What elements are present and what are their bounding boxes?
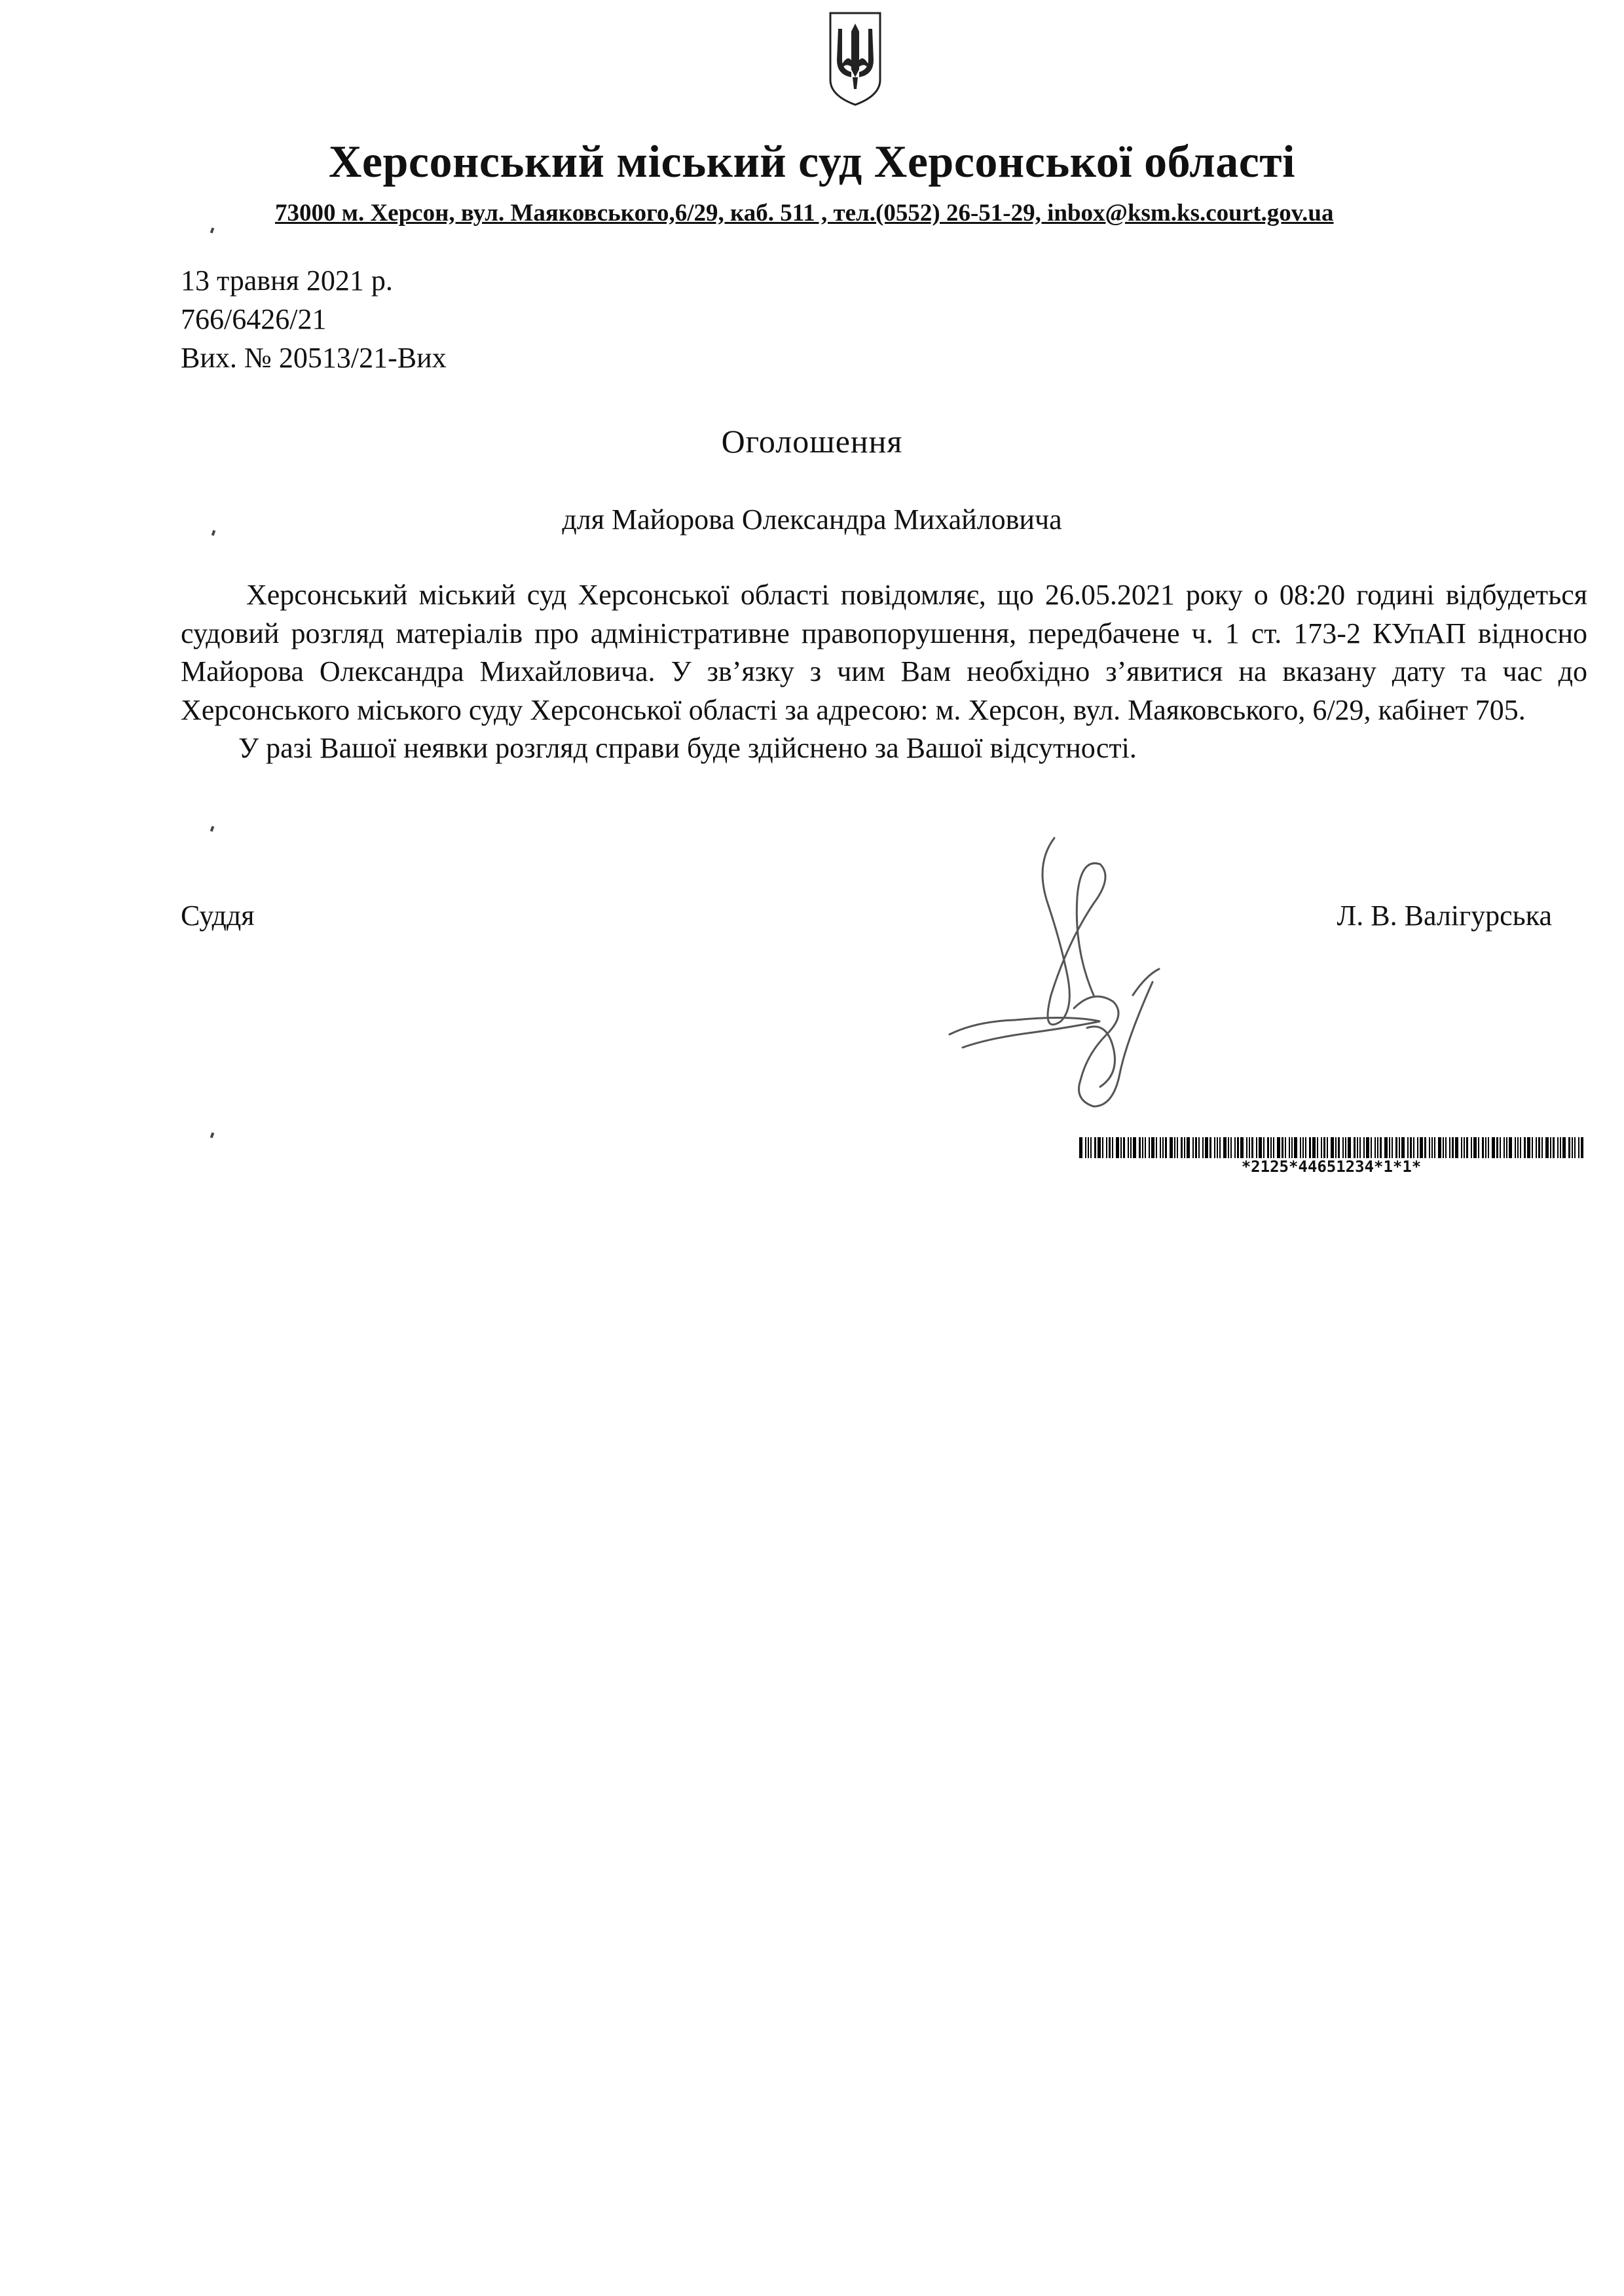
barcode-bar bbox=[1485, 1137, 1486, 1158]
barcode-bar bbox=[1205, 1137, 1208, 1158]
barcode-bar bbox=[1478, 1137, 1479, 1158]
barcode-bar bbox=[1177, 1137, 1178, 1158]
barcode-bar bbox=[1413, 1137, 1414, 1158]
barcode-bar bbox=[1342, 1137, 1344, 1158]
barcode-bar bbox=[1455, 1137, 1458, 1158]
barcode-bar bbox=[1578, 1137, 1579, 1158]
barcode-bar bbox=[1270, 1137, 1272, 1158]
barcode-bar bbox=[1259, 1137, 1262, 1158]
barcode-bar bbox=[1102, 1137, 1103, 1158]
barcode-bar bbox=[1395, 1137, 1397, 1158]
barcode-bar bbox=[1192, 1137, 1194, 1158]
barcode-bar bbox=[1331, 1137, 1334, 1158]
barcode-bar bbox=[1560, 1137, 1561, 1158]
barcode-bar bbox=[1496, 1137, 1498, 1158]
barcode-bar bbox=[1302, 1137, 1304, 1158]
barcode-bar bbox=[1263, 1137, 1264, 1158]
barcode-bar bbox=[1202, 1137, 1204, 1158]
barcode-bar bbox=[1335, 1137, 1337, 1158]
barcode-bar bbox=[1482, 1137, 1484, 1158]
barcode-bar bbox=[1380, 1137, 1382, 1158]
document-barcode bbox=[1079, 1137, 1583, 1158]
barcode-bar bbox=[1538, 1137, 1540, 1158]
barcode-bar bbox=[1471, 1137, 1472, 1158]
barcode-bar bbox=[1106, 1137, 1107, 1158]
barcode-bar bbox=[1309, 1137, 1311, 1158]
barcode-bar bbox=[1464, 1137, 1465, 1158]
barcode-bar bbox=[1557, 1137, 1559, 1158]
scan-speck bbox=[210, 826, 214, 832]
barcode-bar bbox=[1327, 1137, 1328, 1158]
case-number: 766/6426/21 bbox=[181, 303, 327, 335]
barcode-bar bbox=[1209, 1137, 1211, 1158]
barcode-bar bbox=[1461, 1137, 1462, 1158]
notice-paragraph-absence: У разі Вашої неявки розгляд справи буде здійснено за Вашої відсутності. bbox=[238, 732, 1137, 764]
barcode-bar bbox=[1532, 1137, 1533, 1158]
barcode-bar bbox=[1170, 1137, 1173, 1158]
barcode-bar bbox=[1431, 1137, 1433, 1158]
barcode-bar bbox=[1090, 1137, 1092, 1158]
barcode-bar bbox=[1466, 1137, 1468, 1158]
outgoing-number: Вих. № 20513/21-Вих bbox=[181, 342, 447, 374]
notice-addressee: для Майорова Олександра Михайловича bbox=[562, 503, 1062, 536]
barcode-bar bbox=[1527, 1137, 1530, 1158]
barcode-bar bbox=[1285, 1137, 1286, 1158]
barcode-bar bbox=[1198, 1137, 1200, 1158]
barcode-bar bbox=[1389, 1137, 1390, 1158]
barcode-bar bbox=[1300, 1137, 1301, 1158]
barcode-bar bbox=[1217, 1137, 1218, 1158]
barcode-bar bbox=[1085, 1137, 1086, 1158]
barcode-bar bbox=[1184, 1137, 1185, 1158]
barcode-bar bbox=[1345, 1137, 1346, 1158]
barcode-bar bbox=[1473, 1137, 1477, 1158]
barcode-bar bbox=[1574, 1137, 1576, 1158]
barcode-bar bbox=[1149, 1137, 1150, 1158]
barcode-bar bbox=[1305, 1137, 1306, 1158]
barcode-bar bbox=[1267, 1137, 1269, 1158]
barcode-bar bbox=[1251, 1137, 1253, 1158]
judge-title: Суддя bbox=[181, 900, 255, 932]
barcode-bar bbox=[1246, 1137, 1247, 1158]
barcode-bar bbox=[1348, 1137, 1351, 1158]
barcode-bar bbox=[1517, 1137, 1519, 1158]
barcode-bar bbox=[1223, 1137, 1227, 1158]
barcode-bar bbox=[1133, 1137, 1136, 1158]
notice-heading: Оголошення bbox=[721, 423, 903, 460]
barcode-bar bbox=[1338, 1137, 1340, 1158]
barcode-bar bbox=[1392, 1137, 1393, 1158]
barcode-bar bbox=[1230, 1137, 1232, 1158]
barcode-bar bbox=[1128, 1137, 1129, 1158]
barcode-bar bbox=[1156, 1137, 1157, 1158]
barcode-bar bbox=[1545, 1137, 1549, 1158]
barcode-bar bbox=[1568, 1137, 1570, 1158]
barcode-bar bbox=[1410, 1137, 1412, 1158]
barcode-bar bbox=[1249, 1137, 1250, 1158]
court-name-heading: Херсонський міський суд Херсонської області bbox=[328, 137, 1296, 187]
barcode-bar bbox=[1120, 1137, 1122, 1158]
barcode-bar bbox=[1282, 1137, 1283, 1158]
scan-speck bbox=[210, 228, 214, 234]
barcode-bar bbox=[1357, 1137, 1358, 1158]
barcode-bar bbox=[1291, 1137, 1293, 1158]
barcode-bar bbox=[1162, 1137, 1164, 1158]
barcode-bar bbox=[1420, 1137, 1423, 1158]
barcode-bar bbox=[1438, 1137, 1441, 1158]
barcode-bar bbox=[1572, 1137, 1573, 1158]
notice-body bbox=[181, 576, 1587, 768]
barcode-bar bbox=[1504, 1137, 1505, 1158]
scan-speck bbox=[210, 1133, 214, 1139]
barcode-bar bbox=[1366, 1137, 1369, 1158]
barcode-bar bbox=[1359, 1137, 1361, 1158]
barcode-bar bbox=[1492, 1137, 1495, 1158]
barcode-bar bbox=[1424, 1137, 1426, 1158]
barcode-bar bbox=[1317, 1137, 1318, 1158]
barcode-bar bbox=[1228, 1137, 1229, 1158]
barcode-bar bbox=[1323, 1137, 1325, 1158]
barcode-bar bbox=[1174, 1137, 1175, 1158]
barcode-bar bbox=[1377, 1137, 1378, 1158]
barcode-bar bbox=[1273, 1137, 1274, 1158]
barcode-bar bbox=[1195, 1137, 1197, 1158]
barcode-bar bbox=[1449, 1137, 1450, 1158]
barcode-bar bbox=[1541, 1137, 1543, 1158]
barcode-bar bbox=[1234, 1137, 1236, 1158]
barcode-bar bbox=[1294, 1137, 1297, 1158]
barcode-bar bbox=[1509, 1137, 1512, 1158]
barcode-bar bbox=[1289, 1137, 1290, 1158]
barcode-bar bbox=[1452, 1137, 1454, 1158]
barcode-bar bbox=[1142, 1137, 1143, 1158]
barcode-bar bbox=[1098, 1137, 1101, 1158]
barcode-bar bbox=[1434, 1137, 1435, 1158]
barcode-bar bbox=[1581, 1137, 1583, 1158]
document-date: 13 травня 2021 р. bbox=[181, 264, 393, 297]
barcode-bar bbox=[1112, 1137, 1113, 1158]
barcode-bar bbox=[1088, 1137, 1089, 1158]
barcode-bar bbox=[1445, 1137, 1447, 1158]
barcode-bar bbox=[1506, 1137, 1507, 1158]
barcode-bar bbox=[1094, 1137, 1096, 1158]
barcode-bar bbox=[1562, 1137, 1566, 1158]
barcode-bar bbox=[1488, 1137, 1489, 1158]
barcode-bar bbox=[1079, 1137, 1082, 1158]
barcode-bar bbox=[1500, 1137, 1501, 1158]
barcode-bar bbox=[1237, 1137, 1239, 1158]
barcode-bar bbox=[1371, 1137, 1372, 1158]
barcode-bar bbox=[1214, 1137, 1215, 1158]
barcode-bar bbox=[1145, 1137, 1146, 1158]
barcode-bar bbox=[1429, 1137, 1430, 1158]
barcode-bar bbox=[1256, 1137, 1257, 1158]
barcode-bar bbox=[1407, 1137, 1409, 1158]
court-address-line: 73000 м. Херсон, вул. Маяковського,6/29, каб. 511 , тел.(0552) 26-51-29, inbox@ksm.ks.court.gov.ua bbox=[275, 200, 1334, 227]
barcode-bar bbox=[1151, 1137, 1154, 1158]
barcode-bar bbox=[1130, 1137, 1132, 1158]
barcode-bar bbox=[1219, 1137, 1221, 1158]
barcode-bar bbox=[1123, 1137, 1125, 1158]
barcode-bar bbox=[1401, 1137, 1405, 1158]
barcode-bar bbox=[1375, 1137, 1376, 1158]
barcode-bar bbox=[1515, 1137, 1516, 1158]
barcode-bar bbox=[1520, 1137, 1521, 1158]
barcode-bar bbox=[1384, 1137, 1388, 1158]
barcode-number: *2125*44651234*1*1* bbox=[1241, 1157, 1422, 1176]
barcode-bar bbox=[1363, 1137, 1365, 1158]
barcode-bar bbox=[1116, 1137, 1119, 1158]
barcode-bar bbox=[1187, 1137, 1190, 1158]
judge-name: Л. В. Валігурська bbox=[1337, 900, 1552, 932]
barcode-bar bbox=[1354, 1137, 1356, 1158]
barcode-bar bbox=[1443, 1137, 1444, 1158]
barcode-bar bbox=[1550, 1137, 1551, 1158]
barcode-bar bbox=[1181, 1137, 1183, 1158]
barcode-bar bbox=[1399, 1137, 1400, 1158]
barcode-bar bbox=[1165, 1137, 1167, 1158]
notice-paragraph-hearing: Херсонський міський суд Херсонської області повідомляє, що 26.05.2021 року о 08:20 годині відбудеться судовий розгляд матеріалів про адміністративне правопорушення, передбачене ч. 1 ст. 173-2 КУпАП відносно Майорова Олександра Михайловича. У зв’язку з чим Вам необхідно з’явитися на вказану дату та час до Херсонського міського суду Херсонської області за адресою: м. Херсон, вул. Маяковського, 6/29, кабінет 705. bbox=[181, 579, 1587, 726]
handwritten-signature-icon bbox=[936, 825, 1172, 1133]
barcode-bar bbox=[1321, 1137, 1322, 1158]
barcode-bar bbox=[1139, 1137, 1141, 1158]
barcode-bar bbox=[1417, 1137, 1418, 1158]
trident-emblem-icon bbox=[826, 9, 884, 107]
barcode-bar bbox=[1240, 1137, 1244, 1158]
barcode-bar bbox=[1160, 1137, 1161, 1158]
barcode-bar bbox=[1109, 1137, 1111, 1158]
barcode-bar bbox=[1536, 1137, 1537, 1158]
barcode-bar bbox=[1524, 1137, 1526, 1158]
barcode-bar bbox=[1277, 1137, 1280, 1158]
barcode-bar bbox=[1553, 1137, 1555, 1158]
barcode-bar bbox=[1312, 1137, 1316, 1158]
